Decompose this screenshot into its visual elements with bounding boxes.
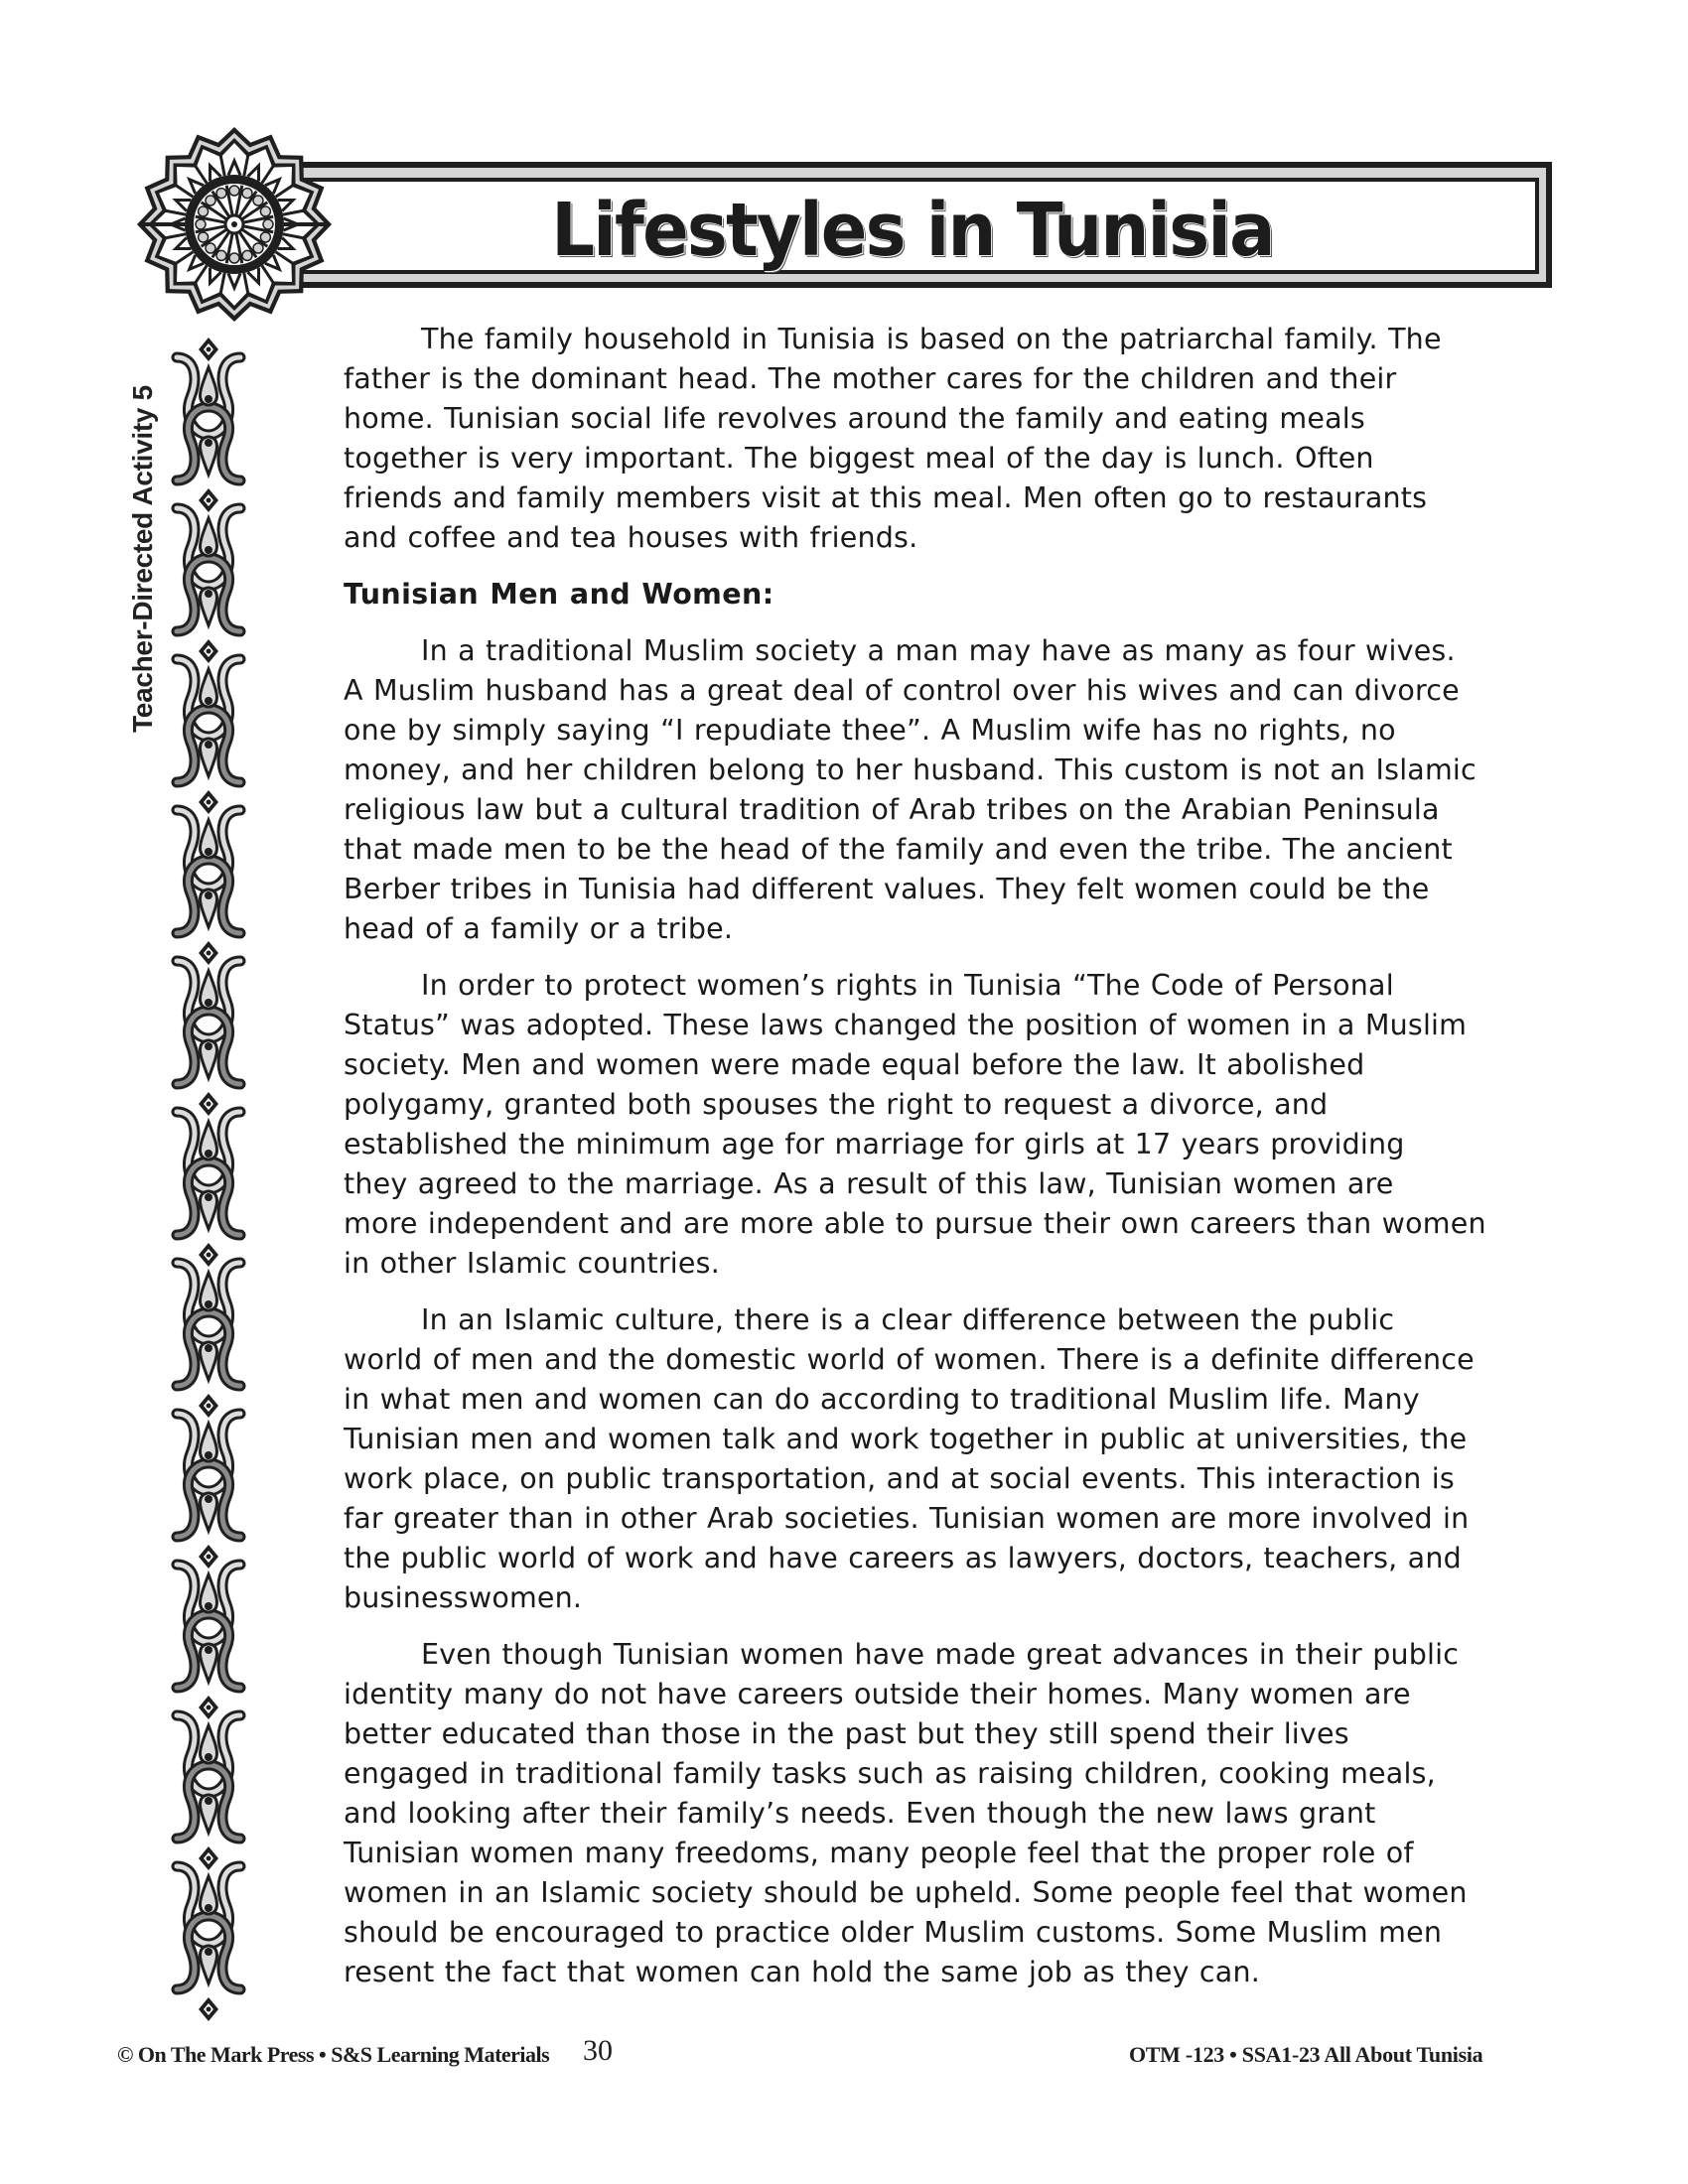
paragraph-family-household — [344, 320, 1565, 558]
text-line: established the minimum age for marriage for girls at 17 years providing — [344, 1128, 1405, 1160]
text-line: they agreed to the marriage. As a result of this law, Tunisian women are — [344, 1167, 1394, 1200]
page-title: Lifestyles in Tunisia — [551, 188, 1274, 273]
text-line: father is the dominant head. The mother cares for the children and their — [344, 362, 1397, 395]
text-line: The family household in Tunisia is based on the patriarchal family. The — [421, 323, 1442, 355]
paragraph-public-identity — [344, 1635, 1565, 1992]
text-line: together is very important. The biggest meal of the day is lunch. Often — [344, 442, 1374, 475]
text-line: world of men and the domestic world of women. There is a definite difference — [344, 1343, 1475, 1376]
text-line: A Muslim husband has a great deal of control over his wives and can divorce — [344, 674, 1460, 707]
text-line: friends and family members visit at this meal. Men often go to restaurants — [344, 481, 1428, 514]
text-line: identity many do not have careers outside their homes. Many women are — [344, 1678, 1411, 1710]
text-line: women in an Islamic society should be upheld. Some people feel that women — [344, 1876, 1468, 1909]
text-line: Even though Tunisian women have made great advances in their public — [421, 1638, 1460, 1671]
text-line: home. Tunisian social life revolves around the family and eating meals — [344, 402, 1365, 435]
text-line: Status” was adopted. These laws changed the position of women in a Muslim — [344, 1009, 1468, 1041]
paragraph-traditional-society — [344, 631, 1565, 949]
text-line: work place, on public transportation, and at social events. This interaction is — [344, 1462, 1455, 1495]
text-line: In an Islamic culture, there is a clear difference between the public — [421, 1303, 1395, 1336]
text-line: polygamy, granted both spouses the right to request a divorce, and — [344, 1088, 1329, 1121]
text-line: Tunisian women many freedoms, many people feel that the proper role of — [344, 1837, 1414, 1869]
text-line: better educated than those in the past but they still spend their lives — [344, 1717, 1349, 1750]
text-line: the public world of work and have careers as lawyers, doctors, teachers, and — [344, 1542, 1462, 1574]
paragraph-islamic-culture — [344, 1300, 1565, 1618]
page-footer — [0, 2034, 1688, 2073]
text-line: should be encouraged to practice older Muslim customs. Some Muslim men — [344, 1916, 1443, 1949]
text-line: businesswomen. — [344, 1581, 583, 1614]
text-line: society. Men and women were made equal before the law. It abolished — [344, 1048, 1365, 1081]
text-line: in what men and women can do according to traditional Muslim life. Many — [344, 1383, 1420, 1416]
text-line: far greater than in other Arab societies. Tunisian women are more involved in — [344, 1502, 1470, 1535]
text-line: In a traditional Muslim society a man may have as many as four wives. — [421, 634, 1456, 667]
text-line: religious law but a cultural tradition of Arab tribes on the Arabian Peninsula — [344, 793, 1440, 826]
rosette-medallion-icon — [135, 125, 334, 324]
paragraph-code-personal-status — [344, 966, 1565, 1284]
text-line: money, and her children belong to her husband. This custom is not an Islamic — [344, 753, 1477, 786]
footer-publisher: © On The Mark Press • S&S Learning Materials — [117, 2042, 550, 2067]
ornamental-border-icon — [169, 338, 248, 2025]
footer-product-code: OTM -123 • SSA1-23 All About Tunisia — [1129, 2042, 1483, 2067]
text-line: one by simply saying “I repudiate thee”. A Muslim wife has no rights, no — [344, 714, 1396, 747]
text-line: In order to protect women’s rights in Tunisia “The Code of Personal — [421, 969, 1394, 1002]
text-line: Berber tribes in Tunisia had different values. They felt women could be the — [344, 873, 1430, 905]
text-line: and coffee and tea houses with friends. — [344, 521, 918, 554]
text-line: in other Islamic countries. — [344, 1247, 720, 1280]
article-body — [344, 320, 1565, 2009]
section-heading: Tunisian Men and Women: — [344, 578, 774, 611]
text-line: that made men to be the head of the family and even the tribe. The ancient — [344, 833, 1453, 866]
activity-label: Teacher-Directed Activity 5 — [127, 385, 158, 733]
title-banner — [290, 162, 1552, 288]
text-line: more independent and are more able to pursue their own careers than women — [344, 1207, 1486, 1240]
title-banner-inner — [290, 178, 1539, 274]
text-line: engaged in traditional family tasks such as raising children, cooking meals, — [344, 1757, 1436, 1790]
text-line: resent the fact that women can hold the same job as they can. — [344, 1956, 1260, 1988]
text-line: head of a family or a tribe. — [344, 912, 734, 945]
page-number: 30 — [583, 2034, 613, 2067]
text-line: Tunisian men and women talk and work together in public at universities, the — [344, 1423, 1468, 1455]
text-line: and looking after their family’s needs. Even though the new laws grant — [344, 1797, 1376, 1830]
